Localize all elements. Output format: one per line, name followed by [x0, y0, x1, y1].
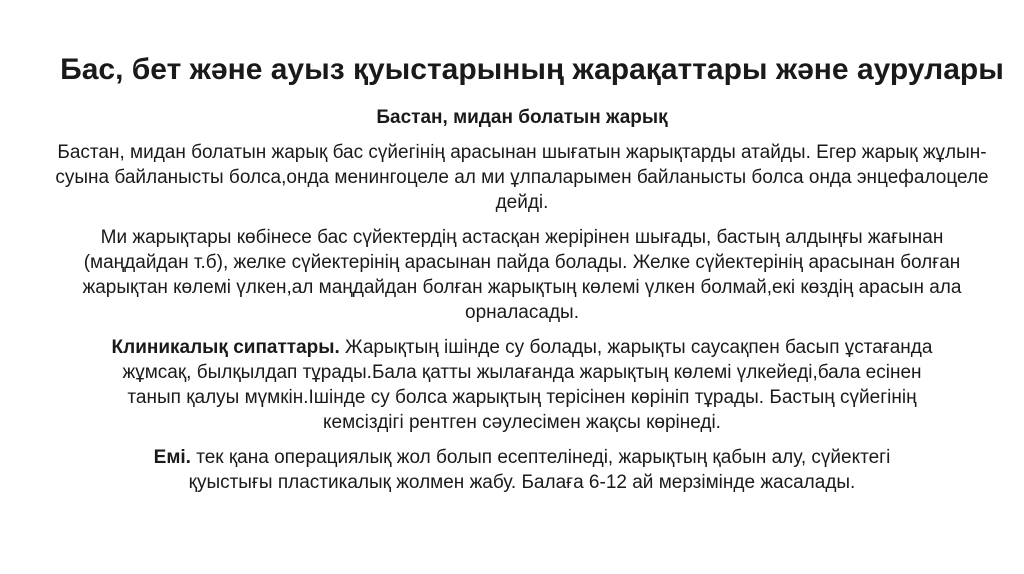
- slide-title: Бас, бет және ауыз қуыстарының жарақаттары және аурулары: [60, 53, 1004, 86]
- clinical-text: Жарықтың ішінде су болады, жарықты саусақпен басып ұстағанда жұмсақ, былқылдап тұрады.Бала қатты жылағанда жарықтың көлемі үлкейеді,бала есінен танып қалуы мүмкін.Ішінде су болса жарықтың терісінен көрініп тұрады. Бастың сүйегінің кемсіздігі рентген сәулесімен жақсы көрінеді.: [122, 337, 933, 433]
- paragraph-location: Ми жарықтары көбінесе бас сүйектердің астасқан жерірінен шығады, бастың алдыңғы жағынан (маңдайдан т.б), желке сүйектерінің арасынан пайда болады. Желке сүйектерінің арасынан болған жарықтан көлемі үлкен,ал маңдайдан болған жарықтың көлемі үлкен болмай,екі көздің арасын ала орналасады.: [82, 227, 962, 323]
- section-subheading: Бастан, мидан болатын жарық: [376, 107, 668, 128]
- treatment-label: Емі.: [153, 447, 191, 468]
- treatment-text: тек қана операциялық жол болып есептелінеді, жарықтың қабын алу, сүйектегі қуыстығы пластикалық жолмен жабу. Балаға 6-12 ай мерзімінде жасалады.: [188, 447, 891, 493]
- paragraph-definition: Бастан, мидан болатын жарық бас сүйегінің арасынан шығатын жарықтарды атайды. Егер жарық жұлын-суына байланысты болса,онда менингоцеле ал ми ұлпаларымен байланысты болса онда энцефалоцеле дейді.: [55, 142, 989, 213]
- clinical-label: Клиникалық сипаттары.: [111, 337, 340, 358]
- paragraph-treatment: [40, 445, 1004, 495]
- paragraph-clinical: [40, 335, 1004, 435]
- slide-content: [40, 105, 1004, 505]
